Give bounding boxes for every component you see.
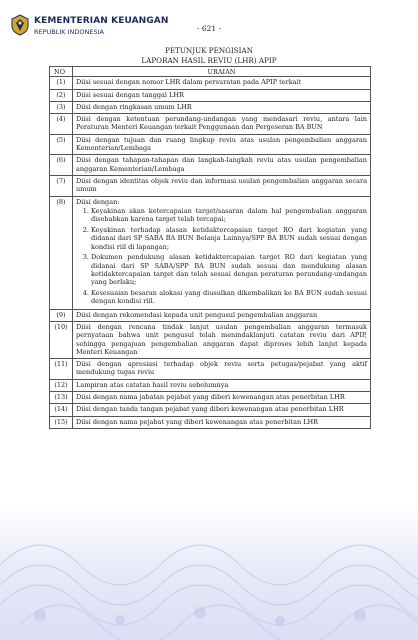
row-number: (4) (50, 114, 73, 135)
list-item: 2. Keyakinan terhadap alasan ketidaktercapaian target RO dari kegiatan yang didanai dari SP SABA BA BUN Belanja Lainnya/SPP BA BUN sudah sesuai dengan kondisi riil di lapangan; (91, 226, 367, 251)
table-row (50, 114, 371, 135)
row-number: (1) (50, 77, 73, 89)
watermark-pattern (0, 505, 418, 640)
table-row (50, 404, 371, 416)
table-row (50, 175, 371, 196)
table-row (50, 134, 371, 155)
row-number: (9) (50, 309, 73, 321)
row-text: Diisi dengan rencana tindak lanjut usulan pengembalian anggaran termasuk pernyataan bahwa unit pengusul telah menindaklanjuti catatan reviu dari APIP, sehingga pengajuan pengembalian anggaran dapat diproses lebih lanjut kepada Menteri Keuangan (73, 321, 371, 358)
row-number: (2) (50, 89, 73, 101)
table-row (50, 155, 371, 176)
table-row (50, 416, 371, 428)
instructions-table (49, 66, 371, 429)
table-row (50, 196, 371, 309)
row-number: (8) (50, 196, 73, 309)
row-text: Diisi dengan: (76, 197, 120, 206)
row-text: Diisi dengan rekomendasi kepada unit pengusul pengembalian anggaran (73, 309, 371, 321)
row-number: (6) (50, 155, 73, 176)
table-row (50, 392, 371, 404)
org-subtitle: REPUBLIK INDONESIA (34, 28, 104, 36)
page-number: - 621 - (196, 24, 222, 33)
table-row (50, 321, 371, 358)
row-text: Diisi sesuai dengan tanggal LHR (73, 89, 371, 101)
list-item: 3. Dokumen pendukung alasan ketidaktercapaian target RO dari kegiatan yang didanai dari SP SABA/SPP BA BUN sudah sesuai dan mendukung alasan ketidaktercapaian target dan telah sesuai dengan peraturan perundang-undangan yang berlaku; (91, 253, 367, 286)
document-title: PETUNJUK PENGISIAN (164, 46, 253, 55)
column-header-uraian: URAIAN (73, 67, 371, 77)
row-text: Diisi dengan identitas objek reviu dan informasi usulan pengembalian anggaran secara umum (73, 175, 371, 196)
table-row (50, 309, 371, 321)
row-number: (11) (50, 359, 73, 380)
table-row (50, 89, 371, 101)
list-item: 4. Kesesuaian besaran alokasi yang diusulkan dikembalikan ke BA BUN sudah sesuai dengan kondisi riil. (91, 289, 367, 306)
row-text: Diisi dengan ringkasan umum LHR (73, 101, 371, 113)
row-number: (10) (50, 321, 73, 358)
row-text: Diisi dengan nama pejabat yang diberi kewenangan atas penerbitan LHR (73, 416, 371, 428)
row-number: (7) (50, 175, 73, 196)
table-row (50, 379, 371, 391)
list-item: 1. Keyakinan akan ketercapaian target/sasaran dalam hal pengembalian anggaran disebabkan karena target telah tercapai; (91, 207, 367, 224)
table-row (50, 77, 371, 89)
sublist (76, 207, 367, 306)
table-row (50, 101, 371, 113)
row-text: Lampiran atas catatan hasil reviu sebelumnya (73, 379, 371, 391)
row-text: Diisi dengan ketentuan perundang-undangan yang mendasari reviu, antara lain Peraturan Menteri Keuangan terkait Penggunaan dan Pergeseran BA BUN (73, 114, 371, 135)
row-number: (3) (50, 101, 73, 113)
row-cell-list (73, 196, 371, 309)
row-text: Diisi sesuai dengan nomor LHR dalam persuratan pada APIP terkait (73, 77, 371, 89)
row-number: (12) (50, 379, 73, 391)
org-name: KEMENTERIAN KEUANGAN (34, 16, 169, 26)
row-text: Diisi dengan tanda tangan pejabat yang diberi kewenangan atas penerbitan LHR (73, 404, 371, 416)
row-number: (14) (50, 404, 73, 416)
row-number: (5) (50, 134, 73, 155)
table-row (50, 359, 371, 380)
column-header-no: NO (50, 67, 73, 77)
row-text: Diisi dengan apresiasi terhadap objek reviu serta petugas/pejabat yang aktif mendukung tugas reviu (73, 359, 371, 380)
document-subtitle: LAPORAN HASIL REVIU (LHR) APIP (141, 56, 277, 65)
row-text: Diisi dengan tahapan-tahapan dan langkah-langkah reviu atas usulan pengembalian anggaran Kementerian/Lembaga (73, 155, 371, 176)
row-number: (15) (50, 416, 73, 428)
row-text: Diisi dengan nama jabatan pejabat yang diberi kewenangan atas penerbitan LHR (73, 392, 371, 404)
row-text: Diisi dengan tujuan dan ruang lingkup reviu atas usulan pengembalian anggaran Kementerian/Lembaga (73, 134, 371, 155)
table-header-row (50, 67, 371, 77)
row-number: (13) (50, 392, 73, 404)
